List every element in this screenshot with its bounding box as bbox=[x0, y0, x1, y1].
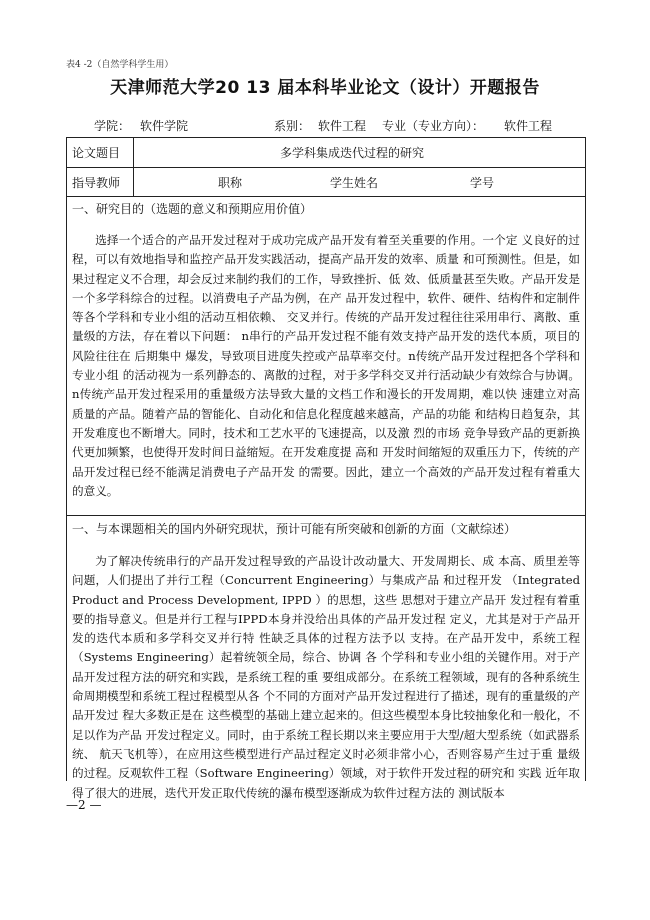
page-number: —2 — bbox=[66, 798, 102, 812]
advisor-label: 指导教师 bbox=[72, 176, 121, 190]
student-name-label: 学生姓名 bbox=[330, 176, 379, 190]
table-rule bbox=[66, 137, 586, 138]
section-1-body: 选择一个适合的产品开发过程对于成功完成产品开发有着至关重要的作用。一个定 义良好的过程，可以有效地指导和监控产品开发实践活动，提高产品开发的效率、质量 和可预测性。但是，如果过程定义不合理，却会反过来制约我们的工作，导致挫折、低 效、低质量甚至失败。产品开发是一个多学科综合的过程。以消费电子产品为例，在产 品开发过程中，软件、硬件、结构件和定制件等各个学科和专业小组的活动互相依赖、 交叉并行。传统的产品开发过程往往采用串行、离散、重量级的方法，存在着以下问题： n串行的产品开发过程不能有效支持产品开发的迭代本质，项目的风险往往在 后期集中 爆发，导致项目进度失控或产品草率交付。n传统产品开发过程把各个学科和专业小组 的活动视为一系列静态的、离散的过程，对于多学科交叉并行活动缺少有效综合与协调。 n传统产品开发过程采用的重量级方法导致大量的文档工作和漫长的开发周期，难以快 速建立对高质量的产品。随着产品的智能化、自动化和信息化程度越来越高，产品的功能 和结构日趋复杂，其开发难度也不断增大。同时，技术和工艺水平的飞速提高，以及激 烈的市场 竞争导致产品的更新换代更加频繁，也使得开发时间日益缩短。在开发难度提 高和 开发时间缩短的双重压力下，传统的产品开发过程已经不能满足消费电子产品开发 的需要。因此，建立一个高效的产品开发过程有着重大的意义。 bbox=[72, 233, 580, 498]
college-label: 学院： bbox=[94, 119, 131, 133]
table-rule bbox=[66, 167, 586, 168]
department-value: 软件工程 bbox=[318, 119, 367, 133]
section-1-heading: 一、研究目的（选题的意义和预期应用价值） bbox=[72, 202, 313, 216]
topic-value: 多学科集成迭代过程的研究 bbox=[280, 146, 425, 160]
table-rule bbox=[66, 515, 586, 516]
topic-label: 论文题目 bbox=[72, 146, 121, 160]
page-title: 天津师范大学20 13 届本科毕业论文（设计）开题报告 bbox=[110, 78, 540, 98]
section-2-body: 为了解决传统串行的产品开发过程导致的产品设计改动量大、开发周期长、成 本高、质里差等问题，人们提出了并行工程（Concurrent Engineering）与集成产品 和过程开发 （Integrated Product and Process Development, IPPD ）的思想，这些 思想对于建立产品开 发过程有着重要的指导意义。但是并行工程与IPPD本身并没给出具体的产品开发过程 定义，尤其是对于产品开发的迭代本质和多学科交叉并行特 性缺乏具体的过程方法予以 支持。在产品开发中，系统工程（Systems Engineering）起着统领全局，综合、协调 各 个学科和专业小组的关键作用。对于产品开发过程方法的研究和实践，是系统工程的重 要组成部分。在系统工程领域，现有的各种系统生命周期模型和系统工程过程模型从各 个不同的方面对产品开发过程进行了描述，现有的重量级的产品开发过 程大多数正是在 这些模型的基础上建立起来的。但这些模型本身比较抽象化和一般化，不足以作为产品 开发过程定义。同时，由于系统工程长期以来主要应用于大型/超大型系统（如武器系统、 航天飞机等），在应用这些模型进行产品过程定义时必须非常小心，否则容易产生过于重 量级的过程。反观软件工程（Software Engineering）领域，对于软件开发过程的研究和 实践 近年取得了很大的进展，迭代开发正取代传统的瀑布模型逐渐成为软件过程方法的 测试版本 bbox=[72, 554, 580, 800]
table-rule bbox=[66, 196, 586, 197]
form-tag: 表4 -2（自然学科学生用） bbox=[66, 60, 174, 70]
major-value: 软件工程 bbox=[504, 119, 553, 133]
table-column-rule bbox=[133, 137, 134, 196]
title-label: 职称 bbox=[218, 176, 243, 190]
department-label: 系别： bbox=[274, 119, 311, 133]
section-2-heading: 一、与本课题相关的国内外研究现状，预计可能有所突破和创新的方面（文献综述） bbox=[72, 522, 517, 536]
major-label: 专业（专业方向）： bbox=[382, 119, 485, 133]
college-value: 软件学院 bbox=[140, 119, 189, 133]
student-id-label: 学号 bbox=[470, 176, 495, 190]
